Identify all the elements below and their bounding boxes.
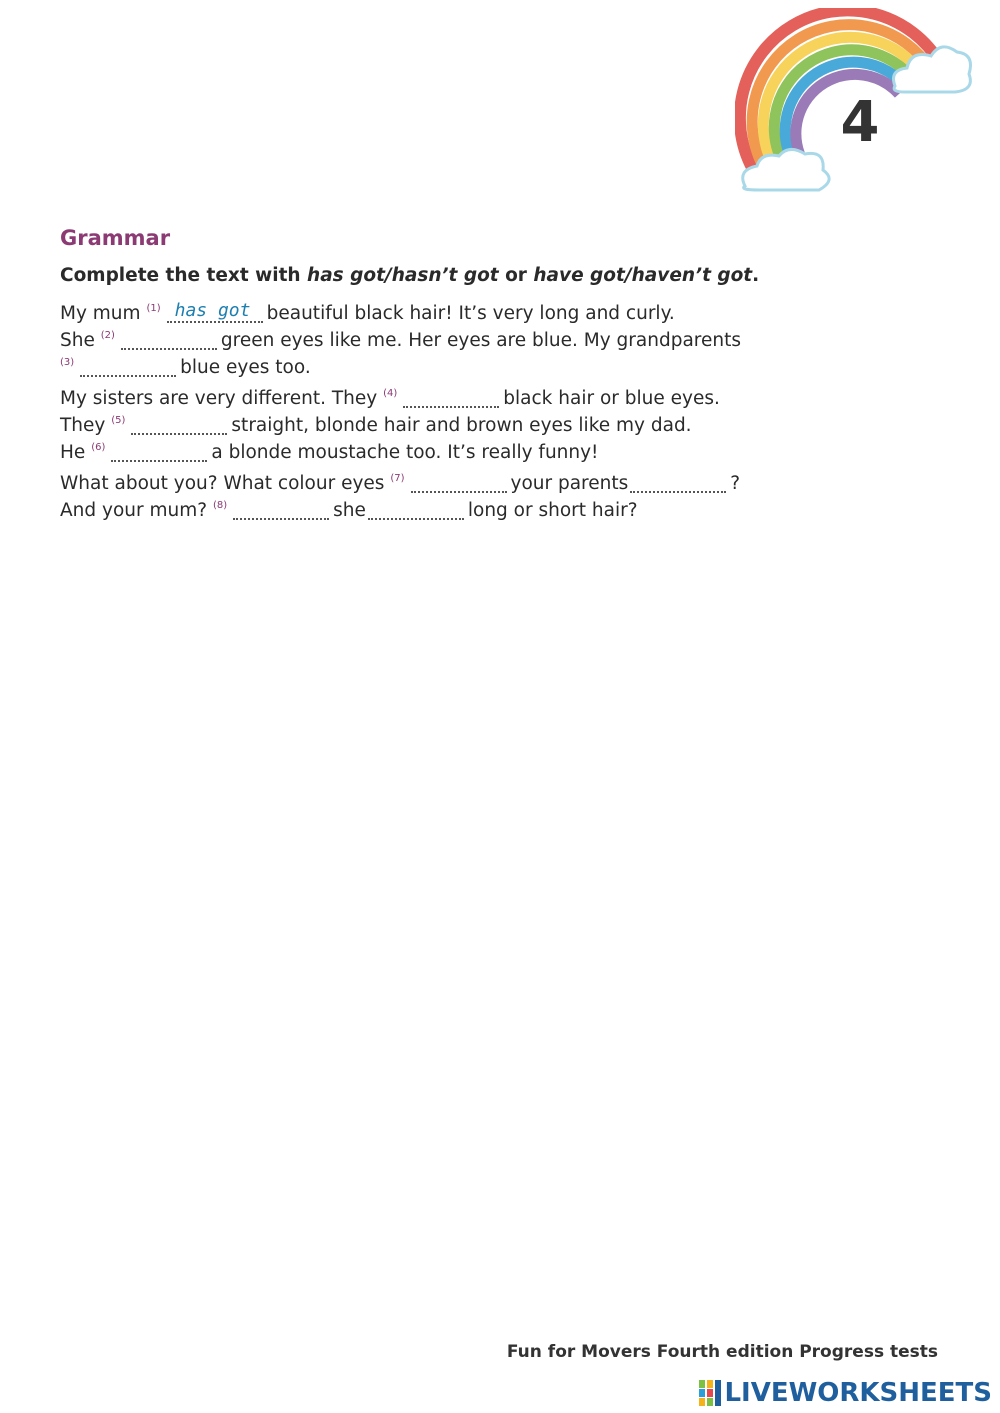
gap-number-6: (6) bbox=[91, 442, 106, 453]
liveworksheets-logo-icon bbox=[699, 1380, 721, 1406]
gap-4[interactable] bbox=[403, 386, 499, 408]
text-fragment: blue eyes too. bbox=[180, 357, 311, 378]
gap-number-2: (2) bbox=[100, 330, 115, 341]
text-fragment: beautiful black hair! It’s very long and curly. bbox=[266, 303, 675, 324]
instruction-prefix: Complete the text with bbox=[60, 265, 308, 286]
exercise-text bbox=[60, 295, 820, 523]
gap-8a[interactable] bbox=[233, 498, 329, 520]
gap-number-4: (4) bbox=[383, 388, 398, 399]
text-line bbox=[60, 380, 820, 407]
gap-5[interactable] bbox=[131, 413, 227, 435]
gap-number-8: (8) bbox=[212, 500, 228, 511]
gap-1[interactable] bbox=[167, 301, 263, 323]
text-fragment: she bbox=[333, 500, 366, 521]
text-fragment: long or short hair? bbox=[467, 500, 638, 521]
gap-7b[interactable] bbox=[630, 471, 726, 493]
paragraph-3 bbox=[60, 465, 820, 519]
section-title: Grammar bbox=[60, 226, 171, 250]
gap-6[interactable] bbox=[111, 440, 207, 462]
text-fragment: My sisters are very different. They bbox=[60, 388, 384, 409]
text-fragment: He bbox=[60, 442, 92, 463]
text-fragment: And your mum? bbox=[60, 500, 213, 521]
text-fragment: straight, blonde hair and brown eyes like my dad. bbox=[231, 415, 692, 436]
text-fragment: green eyes like me. Her eyes are blue. My grandparents bbox=[220, 330, 741, 351]
brand-logo-area[interactable] bbox=[699, 1378, 992, 1408]
gap-2[interactable] bbox=[121, 328, 217, 350]
gap-3[interactable] bbox=[80, 355, 176, 377]
text-line bbox=[60, 465, 820, 492]
text-fragment: She bbox=[60, 330, 101, 351]
rainbow-illustration bbox=[735, 8, 975, 208]
gap-number-1: (1) bbox=[146, 303, 161, 314]
instruction bbox=[60, 265, 759, 286]
gap-number-5: (5) bbox=[111, 415, 126, 426]
instruction-option-a: has got/hasn’t got bbox=[307, 265, 499, 286]
text-line bbox=[60, 295, 820, 322]
unit-number: 4 bbox=[840, 90, 880, 155]
text-fragment: ? bbox=[730, 473, 741, 494]
instruction-option-b: have got/haven’t got bbox=[533, 265, 753, 286]
text-line bbox=[60, 434, 820, 461]
paragraph-1 bbox=[60, 295, 820, 376]
gap-8b[interactable] bbox=[368, 498, 464, 520]
text-line bbox=[60, 322, 820, 349]
gap-number-3: (3) bbox=[60, 357, 75, 368]
text-line bbox=[60, 492, 820, 519]
instruction-suffix: . bbox=[752, 265, 760, 286]
instruction-middle: or bbox=[498, 265, 534, 286]
brand-name: LIVEWORKSHEETS bbox=[724, 1378, 992, 1408]
text-fragment: My mum bbox=[60, 303, 147, 324]
text-fragment: a blonde moustache too. It’s really funny! bbox=[211, 442, 599, 463]
gap-7a[interactable] bbox=[411, 471, 507, 493]
answer-1: has got bbox=[174, 300, 251, 321]
text-fragment: your parents bbox=[510, 473, 629, 494]
footer-title: Fun for Movers Fourth edition Progress tests bbox=[506, 1342, 938, 1362]
paragraph-2 bbox=[60, 380, 820, 461]
text-fragment: What about you? What colour eyes bbox=[60, 473, 391, 494]
text-line bbox=[60, 349, 820, 376]
text-fragment: They bbox=[60, 415, 112, 436]
text-fragment: black hair or blue eyes. bbox=[503, 388, 720, 409]
gap-number-7: (7) bbox=[390, 473, 405, 484]
text-line bbox=[60, 407, 820, 434]
